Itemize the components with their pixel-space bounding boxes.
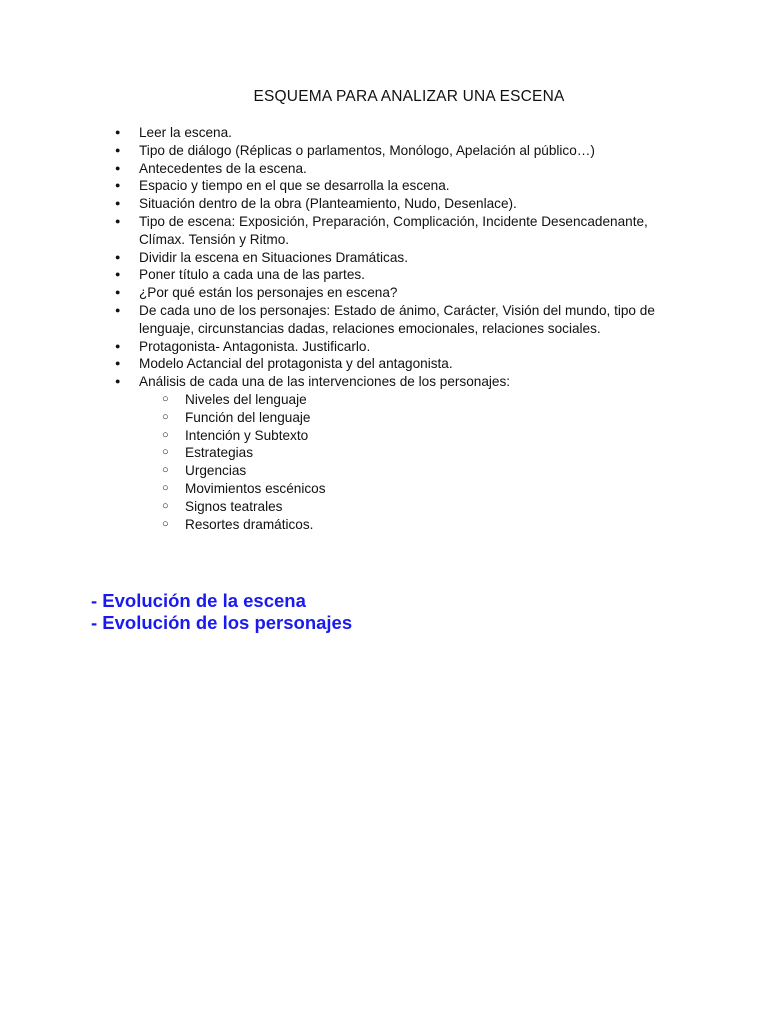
sub-list-item: ○ Urgencias [139,462,683,480]
intervention-sublist [139,391,683,533]
list-item: ● Situación dentro de la obra (Planteamiento, Nudo, Desenlace). [113,195,683,213]
sub-list-item: ○ Función del lenguaje [139,409,683,427]
evolution-scene: - Evolución de la escena [91,590,306,611]
page-title: ESQUEMA PARA ANALIZAR UNA ESCENA [253,88,565,105]
sub-list-item: ○ Resortes dramáticos. [139,516,683,534]
evolution-characters: - Evolución de los personajes [91,612,353,633]
list-item-label: Análisis de cada una de las intervenciones de los personajes: [139,374,511,390]
list-item: ● Leer la escena. [113,124,683,142]
list-item: ● Antecedentes de la escena. [113,160,683,178]
list-item: ● Tipo de diálogo (Réplicas o parlamentos, Monólogo, Apelación al público…) [113,142,683,160]
sub-list-item: ○ Intención y Subtexto [139,427,683,445]
analysis-list [113,124,683,533]
list-item-analysis [113,373,683,533]
sub-list-item: ○ Niveles del lenguaje [139,391,683,409]
list-item: ● ¿Por qué están los personajes en escena? [113,284,683,302]
sub-list-item: ○ Signos teatrales [139,498,683,516]
list-item: ● Protagonista- Antagonista. Justificarlo. [113,338,683,356]
list-item: ● Espacio y tiempo en el que se desarrolla la escena. [113,177,683,195]
list-item: ● Tipo de escena: Exposición, Preparación, Complicación, Incidente Desencadenante, Clímax. Tensión y Ritmo. [113,213,683,249]
list-item: ● De cada uno de los personajes: Estado de ánimo, Carácter, Visión del mundo, tipo de lenguaje, circunstancias dadas, relaciones emocionales, relaciones sociales. [113,302,683,338]
evolution-list [91,590,352,634]
list-item: ● Dividir la escena en Situaciones Dramáticas. [113,249,683,267]
list-item: ● Poner título a cada una de las partes. [113,266,683,284]
list-item: ● Modelo Actancial del protagonista y del antagonista. [113,355,683,373]
sub-list-item: ○ Estrategias [139,444,683,462]
sub-list-item: ○ Movimientos escénicos [139,480,683,498]
